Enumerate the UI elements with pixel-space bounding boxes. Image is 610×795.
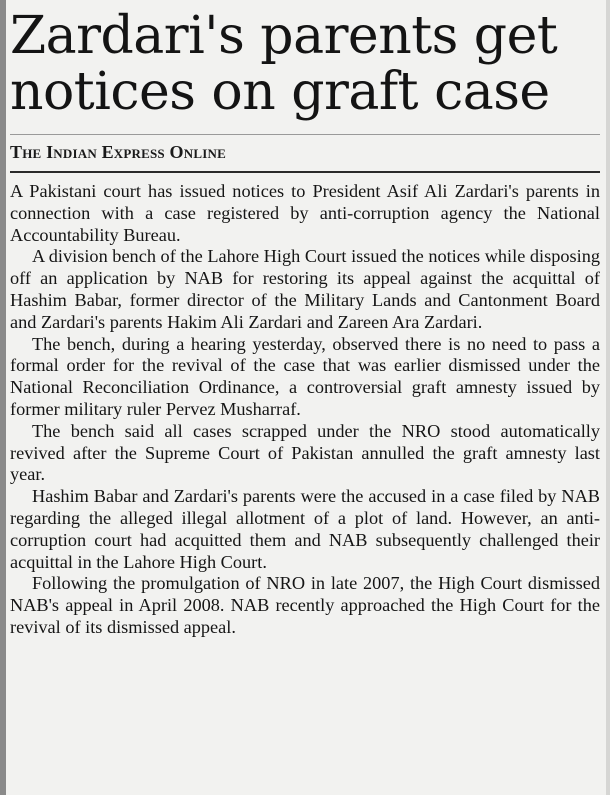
paragraph-2: A division bench of the Lahore High Court issued the notices while disposing off an application by NAB for restoring its appeal against the acquittal of Hashim Babar, former director of the Military Lands and Cantonment Board and Zardari's parents Hakim Ali Zardari and Zareen Ara Zardari. [10,246,600,332]
paragraph-6: Following the promulgation of NRO in late 2007, the High Court dismissed NAB's appeal in April 2008. NAB recently approached the High Court for the revival of its dismissed appeal. [10,573,600,637]
headline [10,0,600,120]
left-border [0,0,6,795]
paragraph-4: The bench said all cases scrapped under the NRO stood automatically revived after the Supreme Court of Pakistan annulled the graft amnesty last year. [10,420,600,485]
headline-line-2: notices on graft case [10,62,550,122]
paragraph-3: The bench, during a hearing yesterday, observed there is no need to pass a formal order for the revival of the case that was earlier dismissed under the National Reconciliation Ordinance, a controversial graft amnesty issued by former military ruler Pervez Musharraf. [10,333,600,419]
paragraph-5: Hashim Babar and Zardari's parents were the accused in a case filed by NAB regarding the alleged illegal allotment of a plot of land. However, an anti-corruption court had acquitted them and NAB subsequently challenged their acquittal in the Lahore High Court. [10,486,600,572]
article-body [10,181,600,639]
right-border [606,0,610,795]
headline-line-1: Zardari's parents get [10,6,558,66]
divider-top [10,134,600,135]
divider-bottom [10,171,600,173]
source-byline: The Indian Express Online [10,142,226,162]
paragraph-1: A Pakistani court has issued notices to President Asif Ali Zardari's parents in connection with a case registered by anti-corruption agency the National Accountability Bureau. [10,181,600,245]
news-clipping [10,0,600,639]
